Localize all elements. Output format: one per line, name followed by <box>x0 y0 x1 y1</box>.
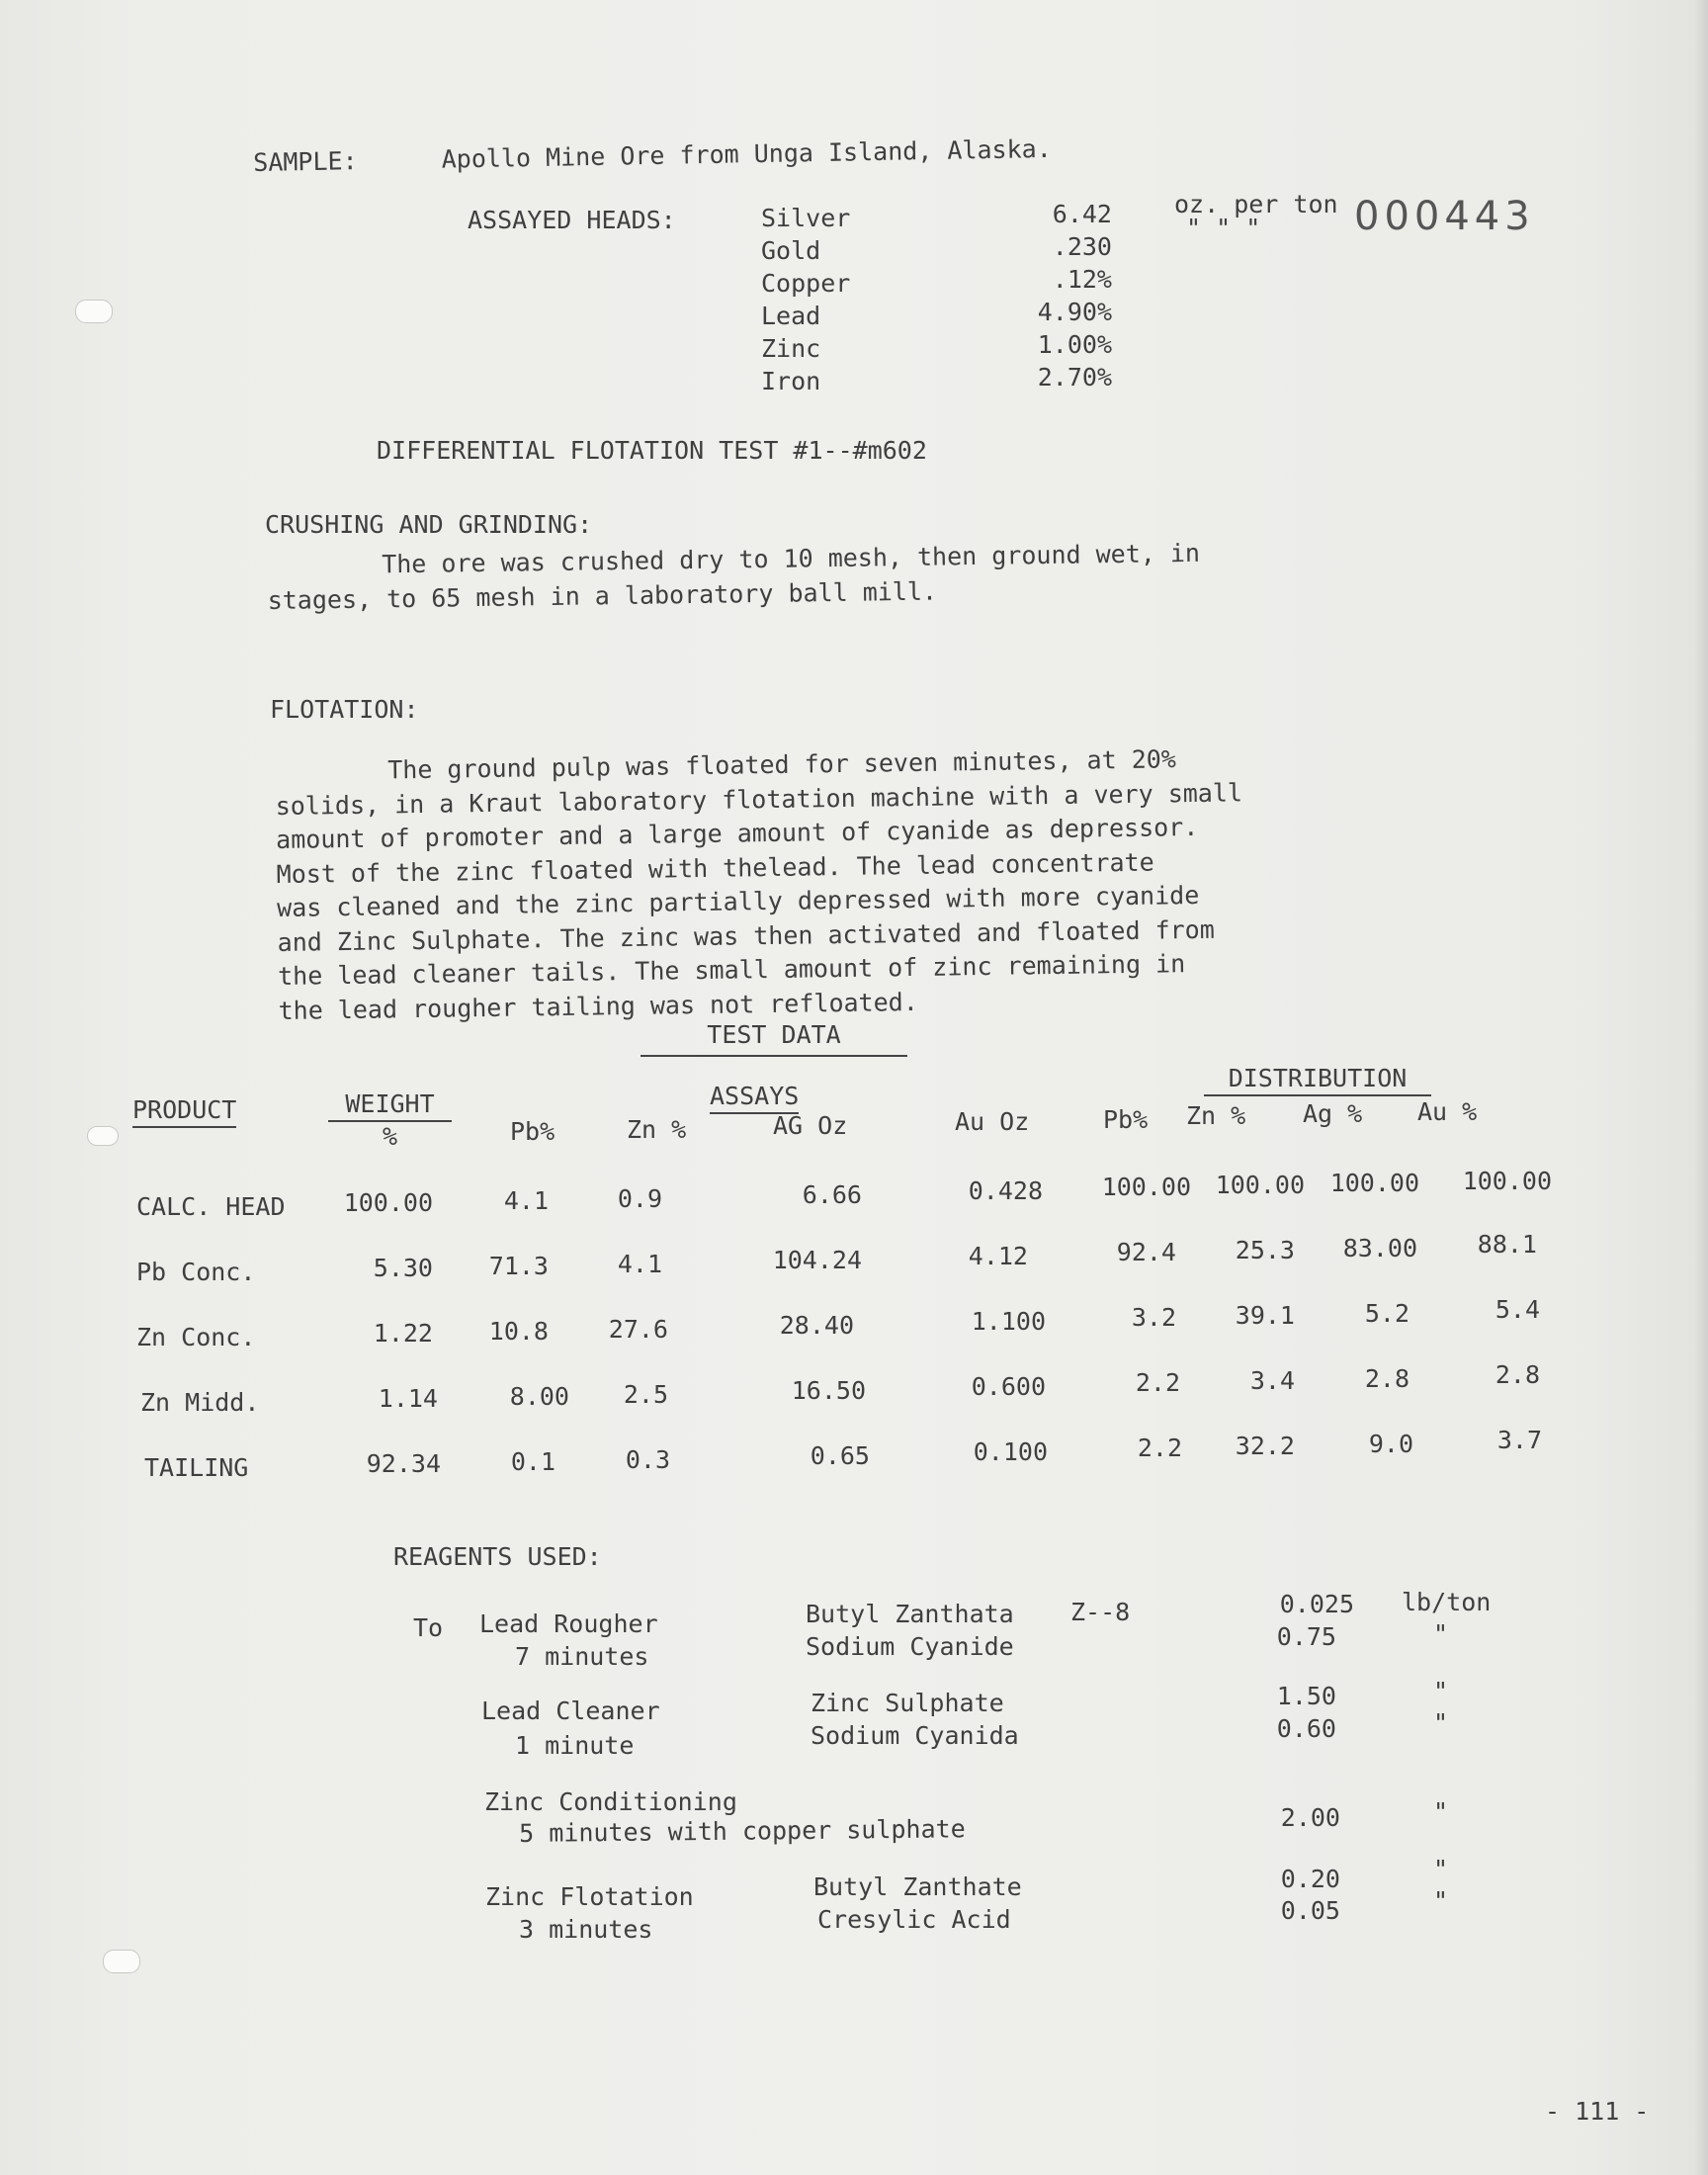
reagents-heading: REAGENTS USED: <box>393 1542 602 1571</box>
punch-hole-middle <box>87 1126 119 1146</box>
col-header-dist-ag: Ag % <box>1303 1099 1363 1128</box>
col-header-pb: Pb% <box>510 1117 555 1146</box>
reagent-amount: 0.20 <box>1280 1865 1340 1893</box>
assay-unit-line: oz. per ton <box>1174 190 1338 218</box>
assay-value-iron: 2.70% <box>1037 363 1112 392</box>
assay-unit-ditto: " " " <box>1186 214 1261 242</box>
cell-dist-pb: 100.00 <box>1101 1173 1191 1201</box>
reagent-name: Sodium Cyanida <box>811 1721 1019 1750</box>
reagent-amount: 1.50 <box>1276 1682 1336 1710</box>
cell-zn: 27.6 <box>608 1315 668 1344</box>
col-header-au: Au Oz <box>955 1107 1030 1136</box>
reagent-duration: 5 minutes with copper sulphate <box>519 1814 966 1848</box>
cell-dist-ag: 83.00 <box>1342 1234 1417 1262</box>
test-data-title: TEST DATA <box>640 1020 907 1057</box>
crushing-paragraph <box>267 537 1201 618</box>
reagent-duration: 1 minute <box>515 1731 635 1760</box>
cell-dist-au: 5.4 <box>1494 1295 1540 1324</box>
reagent-amount: 0.75 <box>1276 1622 1336 1651</box>
reagents-unit-header: lb/ton <box>1402 1588 1492 1616</box>
reagent-unit-ditto: " <box>1433 1708 1449 1737</box>
cell-dist-pb: 3.2 <box>1131 1303 1176 1332</box>
cell-dist-pb: 92.4 <box>1116 1238 1176 1266</box>
sample-label: SAMPLE: <box>253 146 358 177</box>
cell-pb: 0.1 <box>510 1447 555 1476</box>
assay-name-zinc: Zinc <box>761 334 821 363</box>
cell-product: Pb Conc. <box>136 1258 256 1286</box>
cell-weight: 5.30 <box>373 1254 433 1282</box>
assay-name-lead: Lead <box>761 302 821 330</box>
cell-pb: 4.1 <box>503 1186 549 1215</box>
cell-product: Zn Midd. <box>140 1388 260 1417</box>
cell-weight: 1.14 <box>378 1384 438 1413</box>
assay-name-copper: Copper <box>761 269 851 298</box>
flotation-line-5: was cleaned and the zinc partially depressed with more cyanide <box>276 880 1200 922</box>
cell-dist-zn: 3.4 <box>1249 1366 1295 1395</box>
cell-au: 0.600 <box>971 1372 1046 1401</box>
distribution-group-header: DISTRIBUTION <box>1204 1064 1431 1096</box>
reagent-amount: 0.05 <box>1280 1896 1340 1925</box>
cell-ag: 6.66 <box>802 1180 862 1209</box>
cell-dist-au: 88.1 <box>1477 1230 1537 1259</box>
cell-dist-pb: 2.2 <box>1137 1434 1182 1462</box>
cell-weight: 1.22 <box>373 1319 433 1348</box>
col-header-weight-unit: % <box>382 1122 398 1151</box>
reagent-unit-ditto: " <box>1433 1619 1449 1648</box>
cell-zn: 0.3 <box>625 1445 670 1474</box>
assay-value-zinc: 1.00% <box>1037 330 1112 359</box>
cell-zn: 4.1 <box>617 1250 662 1278</box>
col-header-dist-au: Au % <box>1417 1097 1478 1126</box>
col-header-dist-zn: Zn % <box>1186 1101 1246 1130</box>
cell-ag: 0.65 <box>810 1441 870 1470</box>
cell-pb: 71.3 <box>488 1252 549 1280</box>
reagent-stage-zinc-conditioning: Zinc Conditioning <box>484 1787 737 1816</box>
cell-dist-zn: 25.3 <box>1235 1236 1295 1264</box>
flotation-paragraph <box>275 741 1245 1028</box>
cell-dist-zn: 32.2 <box>1235 1432 1295 1460</box>
col-header-zn: Zn % <box>627 1115 687 1144</box>
reagent-name: Cresylic Acid <box>817 1905 1011 1934</box>
cell-zn: 0.9 <box>617 1184 662 1213</box>
cell-zn: 2.5 <box>623 1380 668 1409</box>
flotation-line-2: solids, in a Kraut laboratory flotation machine with a very small <box>275 777 1243 821</box>
cell-dist-zn: 39.1 <box>1235 1301 1295 1330</box>
reagent-unit-ditto: " <box>1433 1677 1449 1705</box>
assayed-heads-values <box>979 198 1112 393</box>
cell-dist-pb: 2.2 <box>1135 1368 1180 1397</box>
assayed-heads-names <box>761 202 850 397</box>
reagent-unit-ditto: " <box>1433 1797 1449 1826</box>
flotation-line-6: and Zinc Sulphate. The zinc was then activated and floated from <box>277 914 1215 957</box>
reagent-stage-lead-rougher: Lead Rougher <box>479 1610 658 1638</box>
assay-name-silver: Silver <box>761 204 851 232</box>
col-header-dist-pb: Pb% <box>1103 1105 1149 1134</box>
reagent-name: Zinc Sulphate <box>811 1689 1004 1717</box>
col-header-product: PRODUCT <box>132 1095 236 1128</box>
cell-product: TAILING <box>144 1453 249 1482</box>
sample-line <box>253 134 1052 177</box>
reagent-amount: 0.025 <box>1279 1590 1354 1618</box>
reagent-name: Butyl Zanthate <box>813 1872 1022 1901</box>
reagent-name: Sodium Cyanide <box>806 1632 1014 1661</box>
flotation-line-1: The ground pulp was floated for seven minutes, at 20% <box>387 744 1177 785</box>
cell-ag: 28.40 <box>779 1311 854 1340</box>
page-number: - 111 - <box>1545 2097 1650 2126</box>
cell-dist-ag: 100.00 <box>1329 1169 1419 1197</box>
reagent-unit-ditto: " <box>1433 1886 1449 1915</box>
cell-dist-ag: 9.0 <box>1368 1430 1413 1458</box>
crushing-heading: CRUSHING AND GRINDING: <box>265 510 593 539</box>
flotation-line-4: Most of the zinc floated with thelead. The lead concentrate <box>276 847 1154 889</box>
cell-dist-au: 2.8 <box>1494 1360 1540 1389</box>
reagent-amount: 0.60 <box>1276 1714 1336 1743</box>
punch-hole-top <box>75 300 113 323</box>
reagents-to-label: To <box>413 1613 444 1642</box>
assay-value-gold: .230 <box>1052 232 1112 261</box>
col-header-ag: AG Oz <box>773 1111 848 1140</box>
flotation-line-8: the lead rougher tailing was not refloated. <box>278 987 918 1025</box>
assay-value-copper: .12% <box>1052 265 1112 294</box>
col-header-weight-label: WEIGHT <box>328 1089 452 1122</box>
test-title: DIFFERENTIAL FLOTATION TEST #1--#m602 <box>377 436 927 465</box>
assays-group-header: ASSAYS <box>710 1082 799 1114</box>
flotation-line-7: the lead cleaner tails. The small amount of zinc remaining in <box>277 949 1186 991</box>
reagent-duration: 7 minutes <box>515 1642 649 1671</box>
flotation-line-3: amount of promoter and a large amount of cyanide as depressor. <box>275 812 1199 854</box>
reagent-unit-ditto: " <box>1433 1855 1449 1883</box>
reagent-name: Butyl Zanthata <box>806 1600 1014 1628</box>
cell-dist-au: 100.00 <box>1462 1167 1552 1195</box>
cell-dist-ag: 2.8 <box>1364 1364 1409 1393</box>
crushing-line-1: The ore was crushed dry to 10 mesh, then ground wet, in <box>382 538 1201 579</box>
assay-value-lead: 4.90% <box>1037 298 1112 326</box>
flotation-heading: FLOTATION: <box>270 695 419 724</box>
reagent-stage-lead-cleaner: Lead Cleaner <box>481 1696 660 1725</box>
cell-weight: 100.00 <box>343 1188 433 1217</box>
document-number-stamp: 000443 <box>1354 194 1535 239</box>
cell-au: 4.12 <box>968 1242 1028 1270</box>
cell-pb: 10.8 <box>488 1317 549 1346</box>
assay-name-gold: Gold <box>761 236 821 265</box>
col-header-weight <box>328 1089 452 1151</box>
cell-dist-zn: 100.00 <box>1215 1171 1305 1199</box>
cell-pb: 8.00 <box>509 1382 569 1411</box>
reagent-stage-zinc-flotation: Zinc Flotation <box>485 1882 694 1911</box>
cell-product: CALC. HEAD <box>136 1192 286 1221</box>
cell-au: 0.428 <box>968 1176 1043 1205</box>
cell-ag: 16.50 <box>791 1376 866 1405</box>
punch-hole-bottom <box>103 1950 140 1973</box>
reagent-duration: 3 minutes <box>519 1915 653 1944</box>
cell-weight: 92.34 <box>366 1449 441 1478</box>
cell-dist-au: 3.7 <box>1496 1426 1542 1454</box>
cell-dist-ag: 5.2 <box>1364 1299 1409 1328</box>
assay-value-silver: 6.42 <box>1052 200 1112 228</box>
cell-au: 1.100 <box>971 1307 1046 1336</box>
reagent-code: Z--8 <box>1070 1598 1131 1626</box>
assay-name-iron: Iron <box>761 367 821 395</box>
sample-text: Apollo Mine Ore from Unga Island, Alaska. <box>441 133 1052 174</box>
cell-product: Zn Conc. <box>136 1323 256 1351</box>
cell-au: 0.100 <box>973 1437 1048 1466</box>
cell-ag: 104.24 <box>772 1246 862 1274</box>
page-edge-shadow <box>1694 0 1708 2175</box>
reagent-amount: 2.00 <box>1280 1803 1340 1832</box>
crushing-line-2: stages, to 65 mesh in a laboratory ball mill. <box>267 576 938 615</box>
assayed-heads-label: ASSAYED HEADS: <box>468 206 676 234</box>
